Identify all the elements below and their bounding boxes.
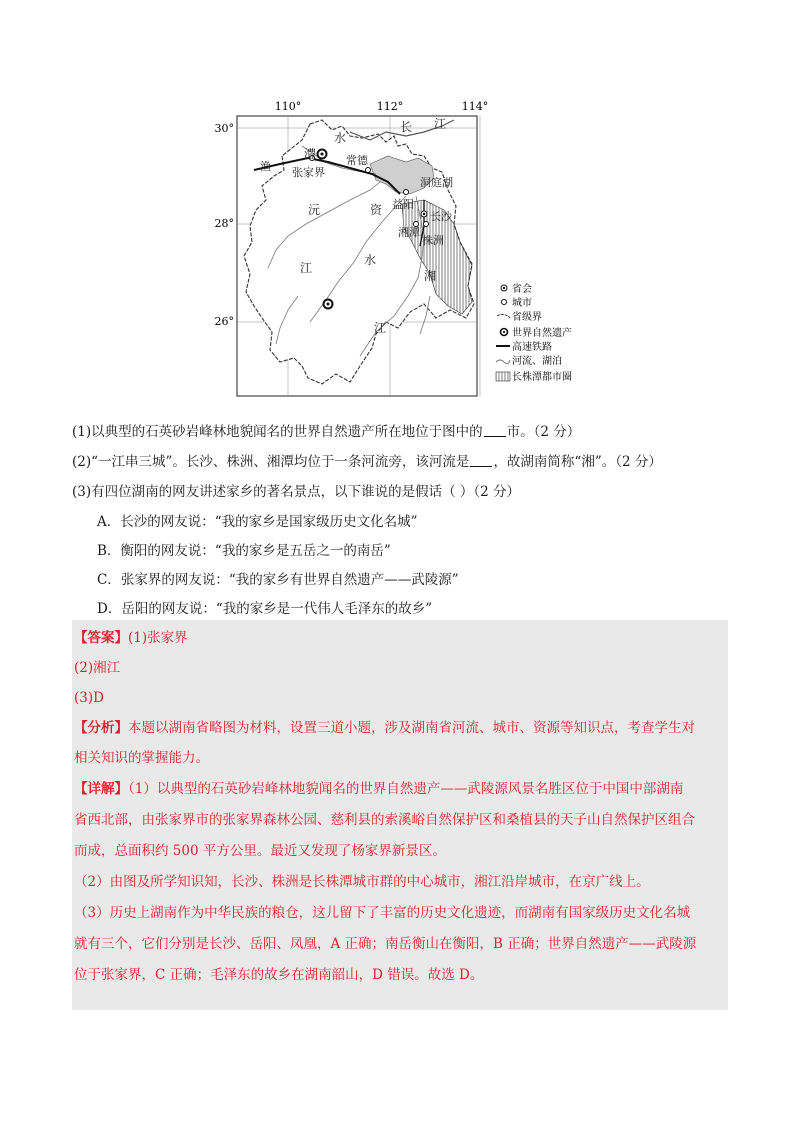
legend-railway-label: 高速铁路 bbox=[512, 342, 552, 353]
river-legend-icon bbox=[496, 360, 510, 364]
legend-city-label: 城市 bbox=[512, 298, 532, 309]
label-shui-mid: 水 bbox=[364, 253, 377, 267]
label-dongtinghu: 洞庭湖 bbox=[420, 176, 453, 189]
question-1-text: (1)以典型的石英砂岩峰林地貌闻名的世界自然遗产所在地位于图中的 bbox=[72, 424, 483, 440]
option-a: A．长沙的网友说：“我的家乡是国家级历史文化名城” bbox=[97, 514, 418, 530]
question-2 bbox=[72, 452, 662, 472]
legend-heritage-label: 世界自然遗产 bbox=[512, 328, 572, 339]
legend-river-label: 河流、湖泊 bbox=[512, 356, 562, 367]
label-xiangtan: 湘潭 bbox=[398, 226, 420, 239]
option-c: C．张家界的网友说：“我的家乡有世界自然遗产——武陵源” bbox=[97, 572, 459, 588]
detail-line-1 bbox=[74, 779, 683, 799]
longitude-label-110: 110° bbox=[274, 100, 302, 113]
detail-1-text-2: 省西北部，由张家界市的张家界森林公园、慈利县的索溪峪自然保护区和桑植县的天子山自然保护区组合 bbox=[74, 812, 695, 828]
legend-boundary-label: 省级界 bbox=[512, 312, 542, 323]
detail-2-text: （2）由图及所学知识知，长沙、株洲是长株潭城市群的中心城市，湘江沿岸城市，在京广线上。 bbox=[74, 874, 650, 890]
capital-legend-icon bbox=[501, 285, 507, 291]
answer-line-1 bbox=[74, 628, 188, 648]
analysis-text-2: 相关知识的掌握能力。 bbox=[74, 750, 209, 766]
label-zhuzhou: 株洲 bbox=[422, 234, 444, 247]
latitude-label-30: 30° bbox=[214, 122, 234, 135]
label-jiang-top: 江 bbox=[434, 117, 447, 131]
label-xiang: 湘 bbox=[424, 269, 437, 283]
label-jiang-left: 江 bbox=[300, 261, 313, 275]
question-2-text: (2)“一江串三城”。长沙、株洲、湘潭均位于一条河流旁，该河流是 bbox=[72, 454, 470, 470]
detail-3-text-2: 就有三个，它们分别是长沙、岳阳、凤凰，A 正确；南岳衡山在衡阳，B 正确；世界自然遗产——武陵源 bbox=[74, 936, 697, 952]
analysis-text-1: 本题以湖南省略图为材料，设置三道小题，涉及湖南省河流、城市、资源等知识点，考查学生对 bbox=[128, 720, 695, 736]
legend-capital-label: 省会 bbox=[512, 284, 532, 295]
answer-blank bbox=[470, 453, 492, 467]
answer-blank bbox=[484, 423, 506, 437]
boundary-legend-icon bbox=[497, 314, 510, 318]
world-heritage-icon bbox=[324, 300, 333, 309]
analysis-line-1 bbox=[74, 718, 695, 738]
legend-metro-label: 长株潭都市圈 bbox=[512, 372, 572, 383]
longitude-label-114: 114° bbox=[461, 100, 489, 113]
label-li: 澧 bbox=[304, 147, 317, 161]
label-zhangjiajie: 张家界 bbox=[292, 166, 325, 179]
metro-area-legend-icon bbox=[496, 372, 510, 381]
analysis-tag: 【分析】 bbox=[74, 720, 128, 736]
question-3: (3)有四位湖南的网友讲述家乡的著名景点，以下谁说的是假话（ ）（2 分） bbox=[72, 484, 521, 500]
label-yiyang: 益阳 bbox=[392, 198, 414, 211]
capital-icon bbox=[421, 211, 427, 217]
label-yu: 渔 bbox=[260, 160, 271, 173]
label-yuan: 沅 bbox=[308, 203, 321, 217]
label-zi: 资 bbox=[370, 203, 383, 217]
longitude-label-112: 112° bbox=[376, 100, 404, 113]
detail-1-text-1: （1）以典型的石英砂岩峰林地貌闻名的世界自然遗产——武陵源风景名胜区位于中国中部湖南 bbox=[128, 781, 684, 797]
heritage-legend-icon bbox=[501, 329, 508, 336]
question-1 bbox=[72, 422, 580, 442]
label-jiang-bottom: 江 bbox=[374, 321, 387, 335]
question-1-suffix: 市。（2 分） bbox=[506, 424, 581, 440]
label-chang: 长 bbox=[400, 120, 413, 134]
label-shui-top: 水 bbox=[334, 131, 347, 145]
detail-3-text-1: （3）历史上湖南作为中华民族的粮仓，这儿留下了丰富的历史文化遗迹，而湖南有国家级历史文化名城 bbox=[74, 905, 691, 921]
city-legend-icon bbox=[502, 300, 507, 305]
question-2-suffix: ，故湖南简称“湘”。（2 分） bbox=[493, 454, 662, 470]
latitude-label-26: 26° bbox=[214, 315, 234, 328]
detail-3-text-3: 位于张家界，C 正确；毛泽东的故乡在湖南韶山，D 错误。故选 D。 bbox=[74, 967, 484, 983]
option-b: B．衡阳的网友说：“我的家乡是五岳之一的南岳” bbox=[97, 543, 391, 559]
world-heritage-icon bbox=[318, 150, 327, 159]
hunan-map bbox=[210, 96, 572, 400]
map-legend bbox=[496, 282, 572, 383]
answer-1: (1)张家界 bbox=[128, 630, 188, 646]
answer-tag: 【答案】 bbox=[74, 630, 128, 646]
answer-3: (3)D bbox=[74, 690, 104, 706]
label-changde: 常德 bbox=[346, 154, 368, 167]
option-d: D．岳阳的网友说：“我的家乡是一代伟人毛泽东的故乡” bbox=[97, 601, 433, 617]
answer-2: (2)湘江 bbox=[74, 660, 121, 676]
detail-tag: 【详解】 bbox=[74, 781, 128, 797]
detail-1-text-3: 而成，总面积约 500 平方公里。最近又发现了杨家界新景区。 bbox=[74, 843, 446, 859]
latitude-label-28: 28° bbox=[214, 217, 234, 230]
label-changsha: 长沙 bbox=[430, 210, 452, 223]
